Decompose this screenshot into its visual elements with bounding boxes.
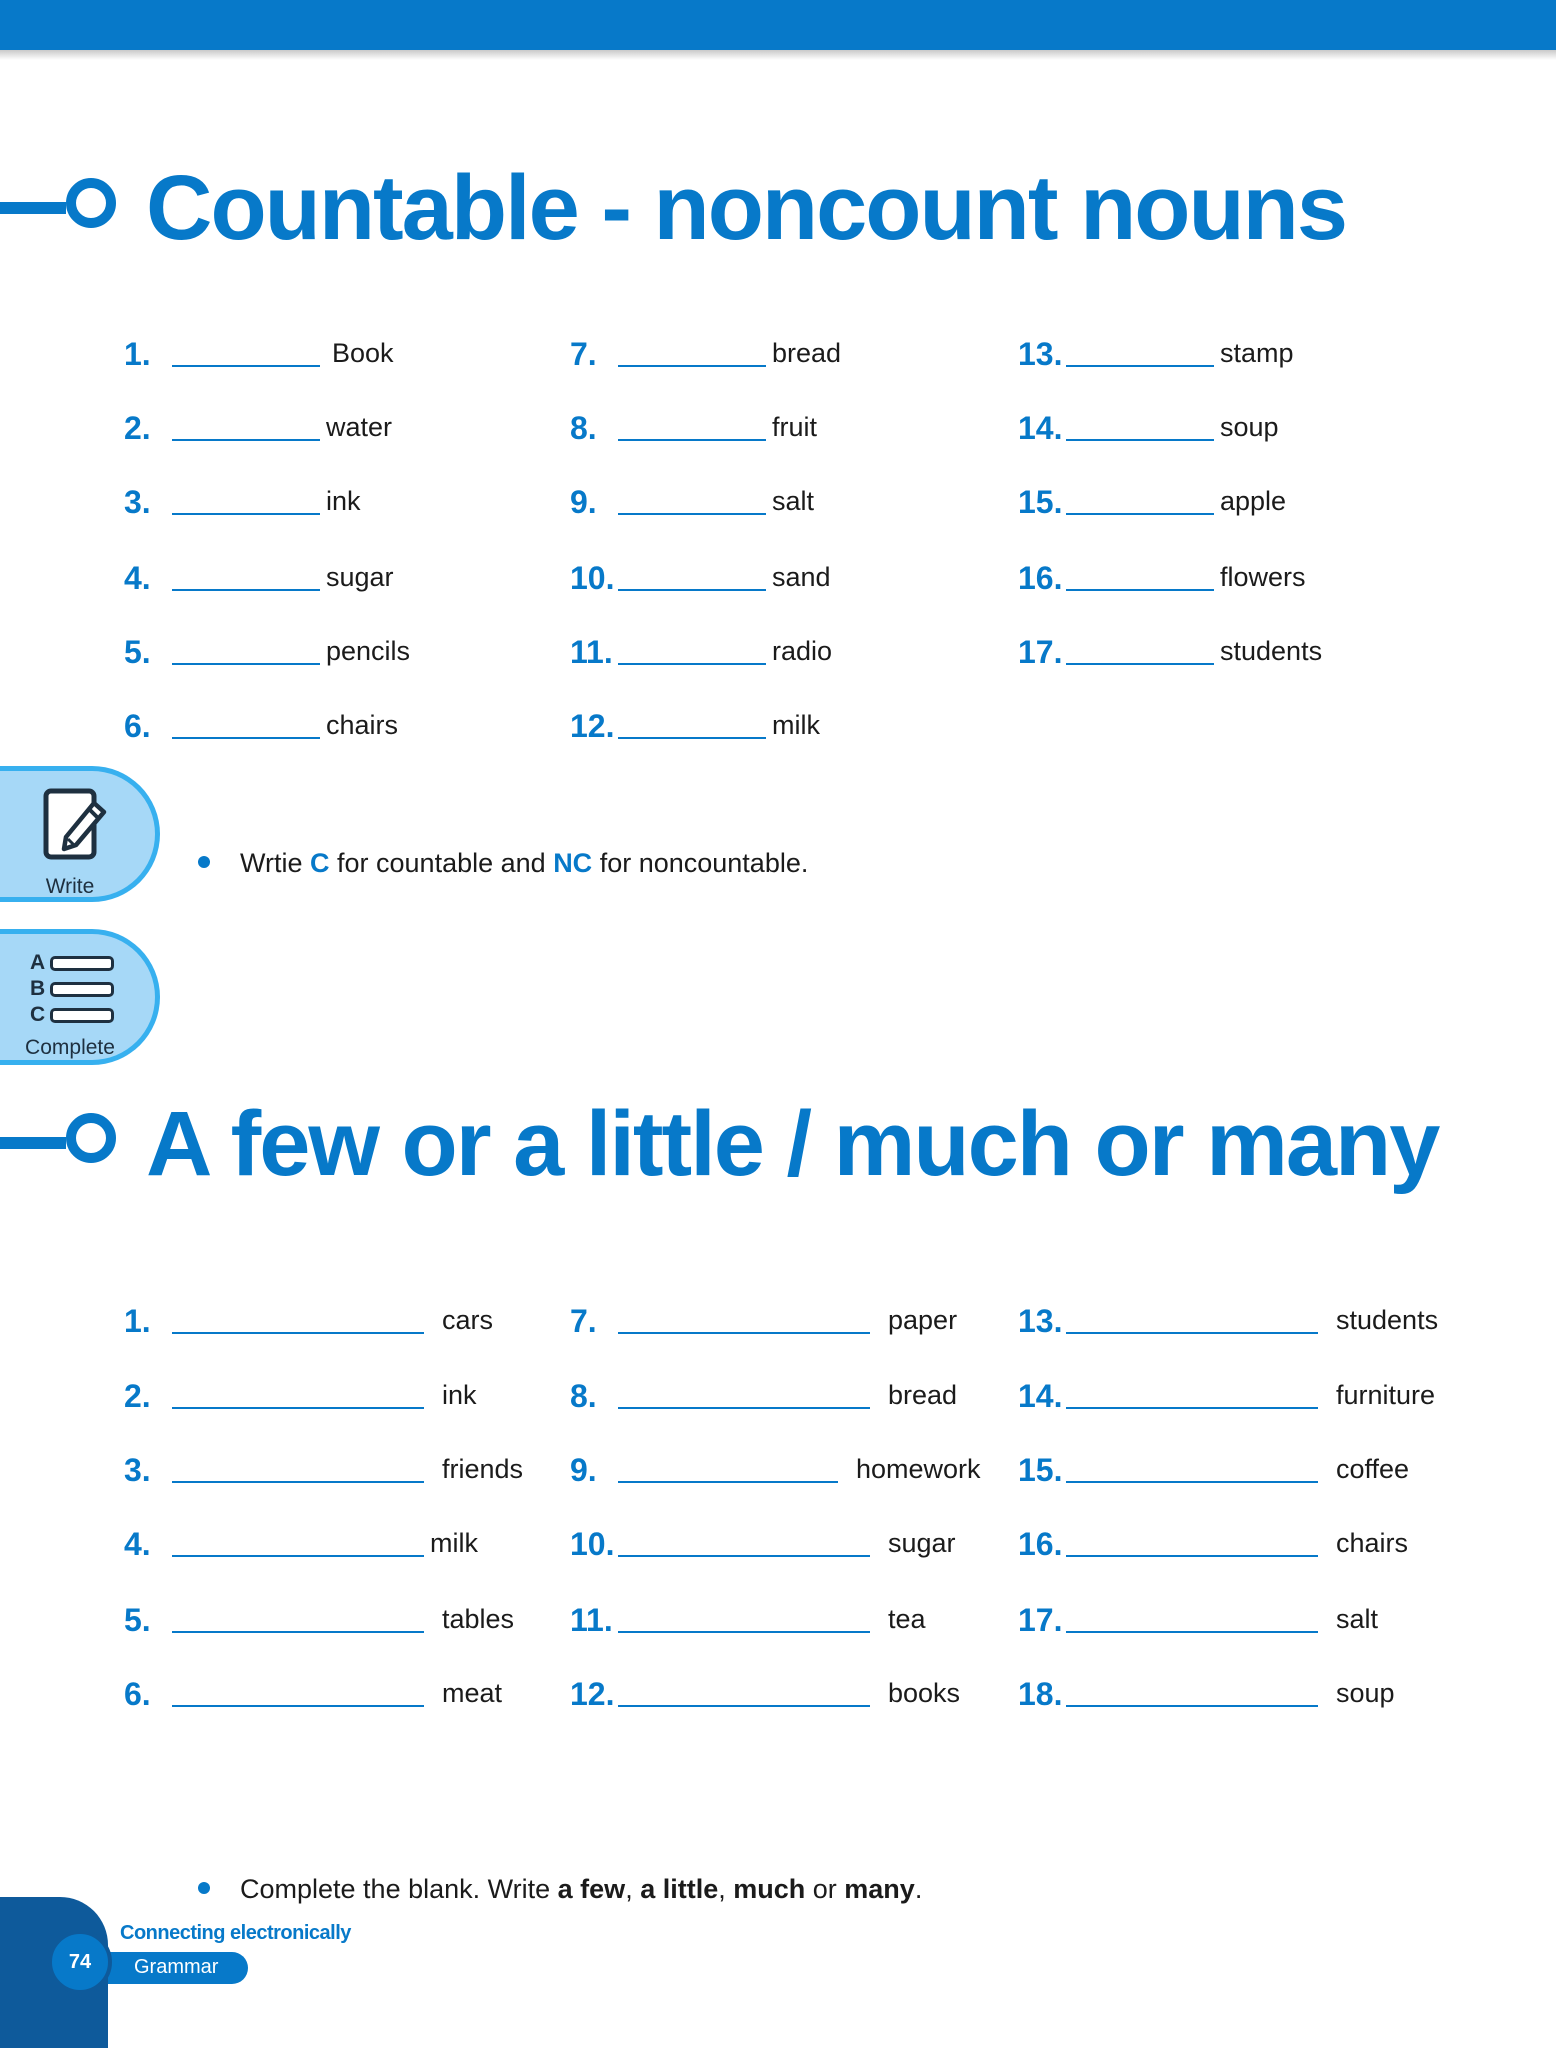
s2-answer-blank[interactable] xyxy=(172,1555,424,1557)
s2-item-word: homework xyxy=(856,1454,981,1484)
s1-item-word: soup xyxy=(1220,412,1279,442)
s1-item-number: 2. xyxy=(124,410,151,446)
s2-answer-blank[interactable] xyxy=(172,1481,424,1483)
section1-title-circle xyxy=(66,178,116,228)
section1-instruction xyxy=(198,848,808,879)
s1-answer-blank[interactable] xyxy=(172,365,320,367)
instruction-text: . xyxy=(914,1874,923,1904)
abc-line xyxy=(50,982,114,997)
s2-item-word: ink xyxy=(442,1380,477,1410)
s2-item-word: tea xyxy=(888,1604,926,1634)
s2-item-number: 5. xyxy=(124,1602,151,1638)
top-banner xyxy=(0,0,1556,50)
instruction-text: Complete the blank. Write xyxy=(240,1874,558,1904)
s2-item-word: sugar xyxy=(888,1528,956,1558)
s1-item-number: 12. xyxy=(570,708,615,744)
s2-item-word: books xyxy=(888,1678,961,1708)
s1-item-word: students xyxy=(1220,636,1323,666)
s1-item-number: 15. xyxy=(1018,484,1063,520)
instruction-text: Wrtie xyxy=(240,848,311,878)
s1-item-word: apple xyxy=(1220,486,1287,516)
s2-item-number: 6. xyxy=(124,1676,151,1712)
s1-item-word: bread xyxy=(772,338,842,368)
s2-item-word: meat xyxy=(442,1678,503,1708)
complete-tab-label: Complete xyxy=(25,1036,115,1059)
s2-item-number: 1. xyxy=(124,1303,151,1339)
s2-answer-blank[interactable] xyxy=(618,1631,870,1633)
s1-answer-blank[interactable] xyxy=(172,589,320,591)
section2-instruction xyxy=(198,1874,922,1905)
section2-title-line xyxy=(0,1137,66,1149)
s1-item-number: 10. xyxy=(570,560,615,596)
abc-row xyxy=(30,952,120,978)
s2-item-number: 8. xyxy=(570,1378,597,1414)
section2-title-circle xyxy=(66,1113,116,1163)
s2-answer-blank[interactable] xyxy=(618,1481,838,1483)
abc-list-icon xyxy=(30,952,120,1030)
instruction-text: or xyxy=(805,1874,845,1904)
s2-answer-blank[interactable] xyxy=(1066,1705,1318,1707)
s2-item-word: students xyxy=(1336,1305,1439,1335)
s1-item-word: flowers xyxy=(1220,562,1306,592)
s2-item-number: 14. xyxy=(1018,1378,1063,1414)
instruction-text: for countable and xyxy=(329,848,554,878)
s1-answer-blank[interactable] xyxy=(172,663,320,665)
s2-item-number: 3. xyxy=(124,1452,151,1488)
s1-item-word: pencils xyxy=(326,636,411,666)
s2-item-word: salt xyxy=(1336,1604,1379,1634)
section1-title-line xyxy=(0,202,66,214)
s2-item-number: 17. xyxy=(1018,1602,1063,1638)
s2-answer-blank[interactable] xyxy=(1066,1407,1318,1409)
s1-item-word: Book xyxy=(332,338,394,368)
s1-item-number: 16. xyxy=(1018,560,1063,596)
s2-item-number: 13. xyxy=(1018,1303,1063,1339)
s2-item-number: 16. xyxy=(1018,1526,1063,1562)
s2-item-number: 4. xyxy=(124,1526,151,1562)
s1-item-number: 13. xyxy=(1018,336,1063,372)
instruction-bold: a little xyxy=(640,1874,719,1904)
s2-item-number: 10. xyxy=(570,1526,615,1562)
complete-tab xyxy=(0,929,160,1065)
s2-answer-blank[interactable] xyxy=(1066,1332,1318,1334)
s1-answer-blank[interactable] xyxy=(1066,439,1214,441)
footer-section: Grammar xyxy=(134,1956,219,1978)
instruction-bold: many xyxy=(844,1874,915,1904)
s2-answer-blank[interactable] xyxy=(1066,1631,1318,1633)
s2-item-word: furniture xyxy=(1336,1380,1436,1410)
section2-title: A few or a little / much or many xyxy=(146,1093,1439,1195)
page-number: 74 xyxy=(48,1930,112,1994)
s1-item-number: 7. xyxy=(570,336,597,372)
s2-answer-blank[interactable] xyxy=(618,1555,870,1557)
s2-item-number: 15. xyxy=(1018,1452,1063,1488)
s2-item-word: soup xyxy=(1336,1678,1395,1708)
abc-line xyxy=(50,1008,114,1023)
abc-letter: A xyxy=(30,951,46,974)
bullet-dot xyxy=(198,1882,210,1894)
s1-answer-blank[interactable] xyxy=(618,365,766,367)
s1-answer-blank[interactable] xyxy=(1066,513,1214,515)
section1-title: Countable - noncount nouns xyxy=(146,157,1347,259)
s2-item-word: paper xyxy=(888,1305,958,1335)
s2-answer-blank[interactable] xyxy=(618,1332,870,1334)
abc-letter: C xyxy=(30,1003,46,1026)
s1-item-word: chairs xyxy=(326,710,399,740)
write-tab xyxy=(0,766,160,902)
s1-item-number: 6. xyxy=(124,708,151,744)
s1-item-number: 17. xyxy=(1018,634,1063,670)
s2-answer-blank[interactable] xyxy=(172,1705,424,1707)
s2-answer-blank[interactable] xyxy=(1066,1555,1318,1557)
s2-item-number: 9. xyxy=(570,1452,597,1488)
s1-item-word: ink xyxy=(326,486,361,516)
s1-answer-blank[interactable] xyxy=(172,513,320,515)
s1-item-word: fruit xyxy=(772,412,818,442)
s1-item-number: 14. xyxy=(1018,410,1063,446)
s1-answer-blank[interactable] xyxy=(1066,589,1214,591)
s1-item-number: 3. xyxy=(124,484,151,520)
s1-answer-blank[interactable] xyxy=(1066,663,1214,665)
s2-answer-blank[interactable] xyxy=(618,1705,870,1707)
s2-answer-blank[interactable] xyxy=(172,1332,424,1334)
s1-answer-blank[interactable] xyxy=(172,737,320,739)
s2-item-number: 2. xyxy=(124,1378,151,1414)
write-tab-label: Write xyxy=(45,875,95,898)
bullet-dot xyxy=(198,856,210,868)
instruction-bold: much xyxy=(733,1874,806,1904)
s1-answer-blank[interactable] xyxy=(618,737,766,739)
s2-item-word: bread xyxy=(888,1380,958,1410)
s1-item-word: radio xyxy=(772,636,833,666)
s1-item-word: stamp xyxy=(1220,338,1294,368)
s2-answer-blank[interactable] xyxy=(618,1407,870,1409)
s2-answer-blank[interactable] xyxy=(172,1407,424,1409)
s2-item-word: friends xyxy=(442,1454,524,1484)
s2-item-number: 7. xyxy=(570,1303,597,1339)
abc-letter: B xyxy=(30,977,46,1000)
s1-answer-blank[interactable] xyxy=(618,513,766,515)
instruction-highlight-c: C xyxy=(310,848,330,878)
s2-answer-blank[interactable] xyxy=(1066,1481,1318,1483)
instruction-bold: a few xyxy=(557,1874,626,1904)
s2-item-word: coffee xyxy=(1336,1454,1410,1484)
instruction-text: , xyxy=(625,1874,641,1904)
s1-answer-blank[interactable] xyxy=(172,439,320,441)
instruction-highlight-nc: NC xyxy=(553,848,593,878)
s1-item-word: sand xyxy=(772,562,831,592)
s2-answer-blank[interactable] xyxy=(172,1631,424,1633)
s1-item-word: water xyxy=(326,412,393,442)
s1-item-number: 5. xyxy=(124,634,151,670)
footer-book-title: Connecting electronically xyxy=(120,1922,351,1944)
s1-item-word: salt xyxy=(772,486,815,516)
s2-item-word: milk xyxy=(430,1528,478,1558)
pencil-paper-icon xyxy=(38,785,108,867)
s2-item-word: tables xyxy=(442,1604,515,1634)
s1-answer-blank[interactable] xyxy=(1066,365,1214,367)
s2-item-number: 12. xyxy=(570,1676,615,1712)
s2-item-number: 11. xyxy=(570,1602,613,1638)
s1-item-word: sugar xyxy=(326,562,394,592)
abc-row xyxy=(30,1004,120,1030)
top-banner-shadow xyxy=(0,50,1556,60)
s1-item-number: 4. xyxy=(124,560,151,596)
s1-item-number: 1. xyxy=(124,336,151,372)
s2-item-number: 18. xyxy=(1018,1676,1063,1712)
abc-line xyxy=(50,956,114,971)
s1-answer-blank[interactable] xyxy=(618,663,766,665)
s1-answer-blank[interactable] xyxy=(618,439,766,441)
s2-item-word: cars xyxy=(442,1305,494,1335)
instruction-text: for noncountable. xyxy=(592,848,809,878)
s1-item-word: milk xyxy=(772,710,820,740)
s1-item-number: 8. xyxy=(570,410,597,446)
s1-item-number: 11. xyxy=(570,634,613,670)
s1-answer-blank[interactable] xyxy=(618,589,766,591)
s2-item-word: chairs xyxy=(1336,1528,1409,1558)
s1-item-number: 9. xyxy=(570,484,597,520)
instruction-text: , xyxy=(718,1874,734,1904)
abc-row xyxy=(30,978,120,1004)
